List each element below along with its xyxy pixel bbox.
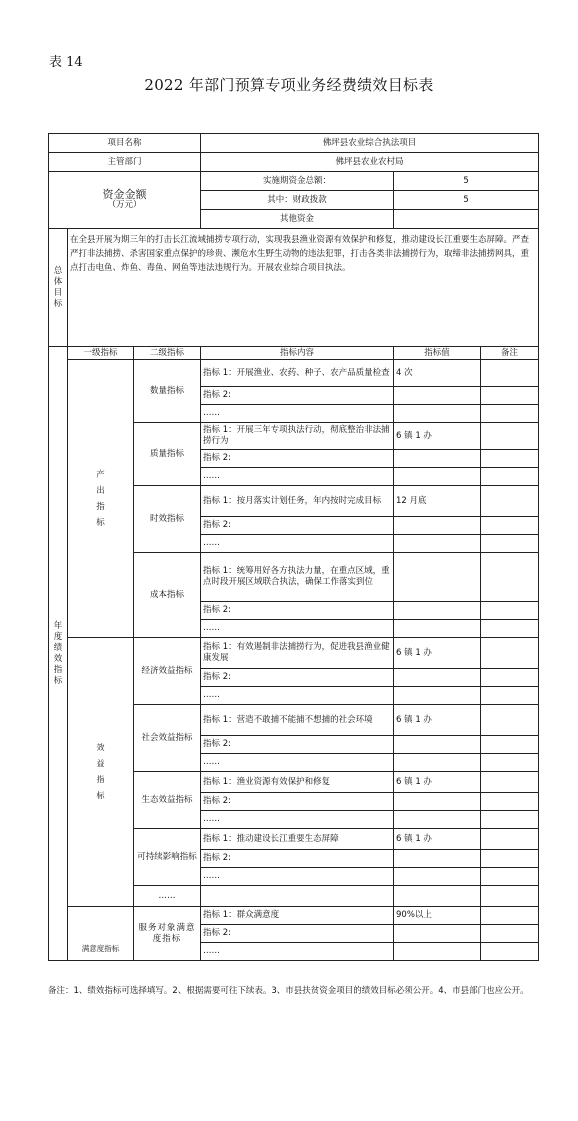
header-value: 指标值 [394,347,481,360]
value-cell [394,811,481,829]
remark-cell [481,772,539,793]
remark-cell [481,793,539,811]
service-row-1 [49,907,539,925]
remark-cell [481,423,539,450]
funds-unit: （万元） [107,200,142,210]
economic-value-1: 6 镇 1 办 [394,638,481,669]
quality-value-1: 6 镇 1 办 [394,423,481,450]
remark-cell [481,360,539,387]
remark-cell [481,736,539,754]
value-cell [394,468,481,486]
value-cell [394,535,481,553]
remark-cell [481,486,539,517]
social-item-etc: …… [201,754,394,772]
social-item-1: 指标 1：营造不敢捕不能捕不想捕的社会环境 [201,705,394,736]
remark-cell [481,687,539,705]
value-cell [394,793,481,811]
timeliness-item-1: 指标 1：按月落实计划任务，年内按时完成目标 [201,486,394,517]
performance-table [48,133,539,961]
annual-goal-label: 年 度 绩 效 指 标 [49,347,68,961]
remark-cell [481,705,539,736]
satisfaction-indicator-label: 满意度指标 [68,907,134,961]
content-cell [201,886,394,907]
remark-cell [481,517,539,535]
header-level1: 一级指标 [68,347,134,360]
value-cell [394,602,481,620]
other-funds-value [394,210,539,229]
economic-label: 经济效益指标 [134,638,201,705]
ecological-item-2: 指标 2: [201,793,394,811]
cost-item-1: 指标 1：统筹用好各方执法力量，在重点区域，重点时段开展区域联合执法，确保工作落实到位 [201,553,394,602]
value-cell [394,687,481,705]
header-level2: 二级指标 [134,347,201,360]
fiscal-funds-value: 5 [394,191,539,210]
sustainable-label: 可持续影响指标 [134,829,201,886]
timeliness-item-etc: …… [201,535,394,553]
funds-label: 资金金额 [102,188,147,201]
footnote: 备注：1、绩效指标可选择填写。2、根据需要可往下续表。3、市县扶贫资金项目的绩效目标必须公开。4、市县部门也应公开。 [48,986,529,996]
service-item-etc: …… [201,943,394,961]
remark-cell [481,943,539,961]
quantity-item-etc: …… [201,405,394,423]
economic-item-2: 指标 2: [201,669,394,687]
quantity-value-1: 4 次 [394,360,481,387]
dept-row [49,153,539,172]
remark-cell [481,535,539,553]
quantity-row-1 [49,360,539,387]
value-cell [394,943,481,961]
cost-item-2: 指标 2: [201,602,394,620]
cost-item-etc: …… [201,620,394,638]
service-item-2: 指标 2: [201,925,394,943]
economic-item-1: 指标 1：有效遏制非法捕捞行为，促进我县渔业健康发展 [201,638,394,669]
other-funds-label: 其他资金 [201,210,394,229]
remark-cell [481,850,539,868]
sustainable-item-1: 指标 1：推动建设长江重要生态屏障 [201,829,394,850]
quality-item-etc: …… [201,468,394,486]
sustainable-value-1: 6 镇 1 办 [394,829,481,850]
benefit-indicator-label: 效 益 指 标 [68,638,134,907]
economic-item-etc: …… [201,687,394,705]
remark-cell [481,829,539,850]
value-cell [394,450,481,468]
dept-label: 主管部门 [49,153,201,172]
ecological-value-1: 6 镇 1 办 [394,772,481,793]
ecological-label: 生态效益指标 [134,772,201,829]
remark-cell [481,387,539,405]
remark-cell [481,925,539,943]
value-cell [394,736,481,754]
total-funds-value: 5 [394,172,539,191]
sustainable-item-2: 指标 2: [201,850,394,868]
fiscal-funds-label: 其中：财政拨款 [201,191,394,210]
ecological-item-1: 指标 1：渔业资源有效保护和修复 [201,772,394,793]
cost-value-1 [394,553,481,602]
social-item-2: 指标 2: [201,736,394,754]
timeliness-value-1: 12 月底 [394,486,481,517]
remark-cell [481,468,539,486]
value-cell [394,517,481,535]
benefit-etc: …… [134,886,201,907]
sustainable-item-etc: …… [201,868,394,886]
remark-cell [481,886,539,907]
remark-cell [481,620,539,638]
dept-value: 佛坪县农业农村局 [201,153,539,172]
remark-cell [481,450,539,468]
remark-cell [481,553,539,602]
value-cell [394,620,481,638]
timeliness-item-2: 指标 2: [201,517,394,535]
remark-cell [481,669,539,687]
quantity-item-2: 指标 2: [201,387,394,405]
value-cell [394,868,481,886]
ecological-item-etc: …… [201,811,394,829]
funds-label-cell [49,172,201,229]
remark-cell [481,754,539,772]
social-value-1: 6 镇 1 办 [394,705,481,736]
quantity-label: 数量指标 [134,360,201,423]
remark-cell [481,868,539,886]
overall-goal-label: 总 体 目 标 [49,229,68,347]
project-name-value: 佛坪县农业综合执法项目 [201,134,539,153]
value-cell [394,886,481,907]
document-title: 2022 年部门预算专项业务经费绩效目标表 [144,76,434,94]
quantity-item-1: 指标 1：开展渔业、农药、种子、农产品质量检查 [201,360,394,387]
service-value-1: 90%以上 [394,907,481,925]
total-funds-label: 实施期资金总额： [201,172,394,191]
remark-cell [481,907,539,925]
value-cell [394,925,481,943]
overall-goal-text: 在全县开展为期三年的打击长江流域捕捞专项行动，实现我县渔业资源有效保护和修复，推动建设长江重要生态屏障。严查严打非法捕捞、杀害国家重点保护的珍贵、濒危水生野生动物的违法犯罪，打击各类非法捕捞行为，取缔非法捕捞网具，重点打击电鱼、炸鱼、毒鱼、网鱼等违法违规行为。开展农业综合项目执法。 [68,229,539,347]
header-remark: 备注 [481,347,539,360]
service-label: 服务对象满意度指标 [134,907,201,961]
header-content: 指标内容 [201,347,394,360]
table-number: 表 14 [49,55,83,70]
funds-total-row [49,172,539,191]
remark-cell [481,602,539,620]
output-indicator-label: 产 出 指 标 [68,360,134,638]
service-item-1: 指标 1：群众满意度 [201,907,394,925]
remark-cell [481,405,539,423]
quality-item-2: 指标 2: [201,450,394,468]
social-label: 社会效益指标 [134,705,201,772]
timeliness-label: 时效指标 [134,486,201,553]
economic-row-1 [49,638,539,669]
value-cell [394,754,481,772]
value-cell [394,405,481,423]
overall-goal-row [49,229,539,347]
cost-label: 成本指标 [134,553,201,638]
value-cell [394,387,481,405]
value-cell [394,669,481,687]
project-name-label: 项目名称 [49,134,201,153]
value-cell [394,850,481,868]
quality-label: 质量指标 [134,423,201,486]
remark-cell [481,638,539,669]
indicator-header-row [49,347,539,360]
remark-cell [481,811,539,829]
project-name-row [49,134,539,153]
quality-item-1: 指标 1：开展三年专项执法行动，彻底整治非法捕捞行为 [201,423,394,450]
